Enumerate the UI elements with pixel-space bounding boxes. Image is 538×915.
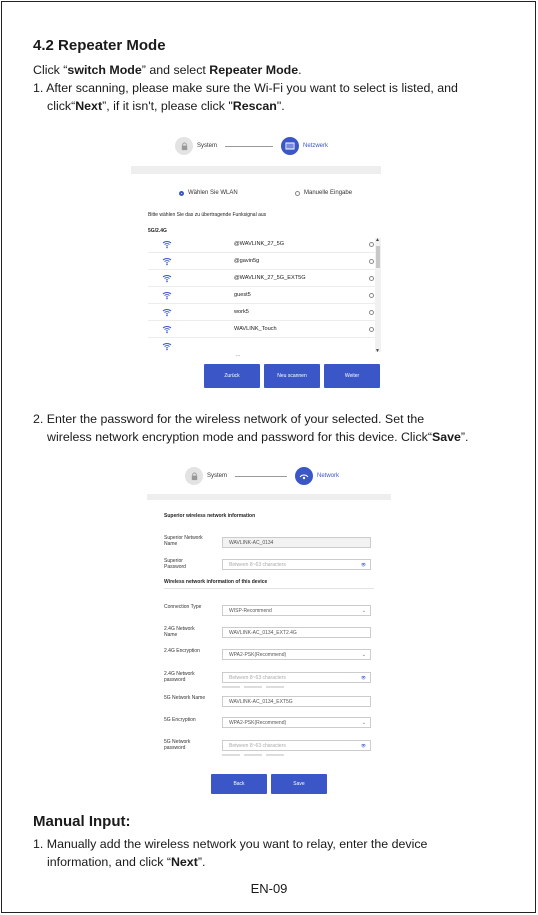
divider-bar <box>131 166 381 174</box>
chevron-down-icon: ⌄ <box>361 719 366 726</box>
encryption-24-select[interactable]: WPA2-PSK(Recommend) ⌄ <box>222 649 371 660</box>
list-item[interactable]: @WAVLINK_27_5G <box>148 236 380 253</box>
wifi-icon <box>162 290 172 300</box>
stepper <box>175 137 328 155</box>
back-button[interactable]: Back <box>211 774 267 794</box>
password-strength-meter <box>222 686 284 688</box>
select-prompt: Bitte wählen Sie das zu übertragende Funksignal aus <box>148 212 267 218</box>
step3-text: 1. Manually add the wireless network you want to relay, enter the device information, and click “Next”. <box>33 837 428 869</box>
section-superior: Superior wireless network information <box>164 513 256 519</box>
network-step-icon <box>281 137 299 155</box>
wifi-icon <box>162 273 172 283</box>
network-24-name-field[interactable]: WAVLINK-AC_0134_EXT2.4G <box>222 627 371 638</box>
manual-heading: Manual Input: <box>33 813 131 830</box>
page-number: EN-09 <box>250 881 288 896</box>
step-network-label: Netzwerk <box>303 143 329 149</box>
radio-select-wlan[interactable]: Wählen Sie WLAN <box>179 190 238 196</box>
password-5-field[interactable]: Between 8~63 characters 👁 <box>222 740 371 751</box>
wifi-list[interactable] <box>148 236 382 352</box>
screenshot-network-settings <box>147 462 391 798</box>
list-item[interactable]: WAVLINK_Touch <box>148 321 380 338</box>
eye-icon: 👁 <box>360 562 366 567</box>
system-step-icon <box>175 137 193 155</box>
save-button[interactable]: Save <box>271 774 327 794</box>
screenshot-wlan-select <box>131 130 381 392</box>
wifi-icon <box>162 324 172 334</box>
network-5-name-label: 5G Network Name <box>164 695 206 701</box>
superior-name-field[interactable]: WAVLINK-AC_0134 <box>222 537 371 548</box>
stepper <box>185 467 339 485</box>
band-label: 5G/2.4G <box>148 228 167 234</box>
password-strength-meter <box>222 754 284 756</box>
chevron-down-icon: ⌄ <box>361 607 366 614</box>
section-heading: 4.2 Repeater Mode <box>33 37 166 54</box>
network-step-icon <box>295 467 313 485</box>
connection-type-select[interactable]: WISP-Recommend ⌄ <box>222 605 371 616</box>
connection-type-label: Connection Type <box>164 604 202 610</box>
eye-icon: 👁 <box>360 743 366 748</box>
section-device: Wireless network information of this device <box>164 579 268 585</box>
encryption-5-select[interactable]: WPA2-PSK(Recommend) ⌄ <box>222 717 371 728</box>
encryption-5-label: 5G Encryption <box>164 717 196 723</box>
superior-password-label: Superior Password <box>164 558 186 570</box>
network-24-name-label: 2.4G Network Name <box>164 626 195 638</box>
password-5-label: 5G Network password <box>164 739 191 751</box>
step1-text: 1. After scanning, please make sure the Wi-Fi you want to select is listed, and click“Next”, if it isn't, please click "Rescan". <box>33 81 458 113</box>
wifi-icon <box>162 256 172 266</box>
list-item[interactable]: @WAVLINK_27_5G_EXT5G <box>148 270 380 287</box>
password-24-label: 2.4G Network password <box>164 671 195 683</box>
password-24-field[interactable]: Between 8~63 characters 👁 <box>222 672 371 683</box>
list-partial-row: ... <box>236 352 241 358</box>
superior-name-label: Superior Network Name <box>164 535 203 547</box>
rescan-button[interactable]: Neu scannen <box>264 364 320 388</box>
step2-text: 2. Enter the password for the wireless network of your selected. Set the wireless network encryption mode and password for this device. Click“Save”. <box>33 412 469 444</box>
radio-manual-input[interactable]: Manuelle Eingabe <box>295 190 352 196</box>
back-button[interactable]: Zurück <box>204 364 260 388</box>
wifi-icon <box>162 239 172 249</box>
superior-password-field[interactable]: Between 8~63 characters 👁 <box>222 559 371 570</box>
chevron-down-icon: ⌄ <box>361 651 366 658</box>
list-item[interactable]: work5 <box>148 304 380 321</box>
list-item[interactable]: guest5 <box>148 287 380 304</box>
scrollbar[interactable]: ▲ ▼ <box>375 237 380 354</box>
intro-text: Click “switch Mode” and select Repeater Mode. <box>33 63 302 77</box>
list-item[interactable]: @gavin5g <box>148 253 380 270</box>
system-step-icon <box>185 467 203 485</box>
list-item[interactable] <box>148 338 380 352</box>
step-network-label: Network <box>317 473 340 479</box>
eye-icon: 👁 <box>360 675 366 680</box>
wifi-icon <box>162 307 172 317</box>
step-system-label: System <box>207 473 228 479</box>
network-5-name-field[interactable]: WAVLINK-AC_0134_EXT5G <box>222 696 371 707</box>
wifi-icon <box>162 341 172 351</box>
encryption-24-label: 2.4G Encryption <box>164 648 200 654</box>
next-button[interactable]: Weiter <box>324 364 380 388</box>
divider-bar <box>147 494 391 500</box>
step-system-label: System <box>197 143 218 149</box>
